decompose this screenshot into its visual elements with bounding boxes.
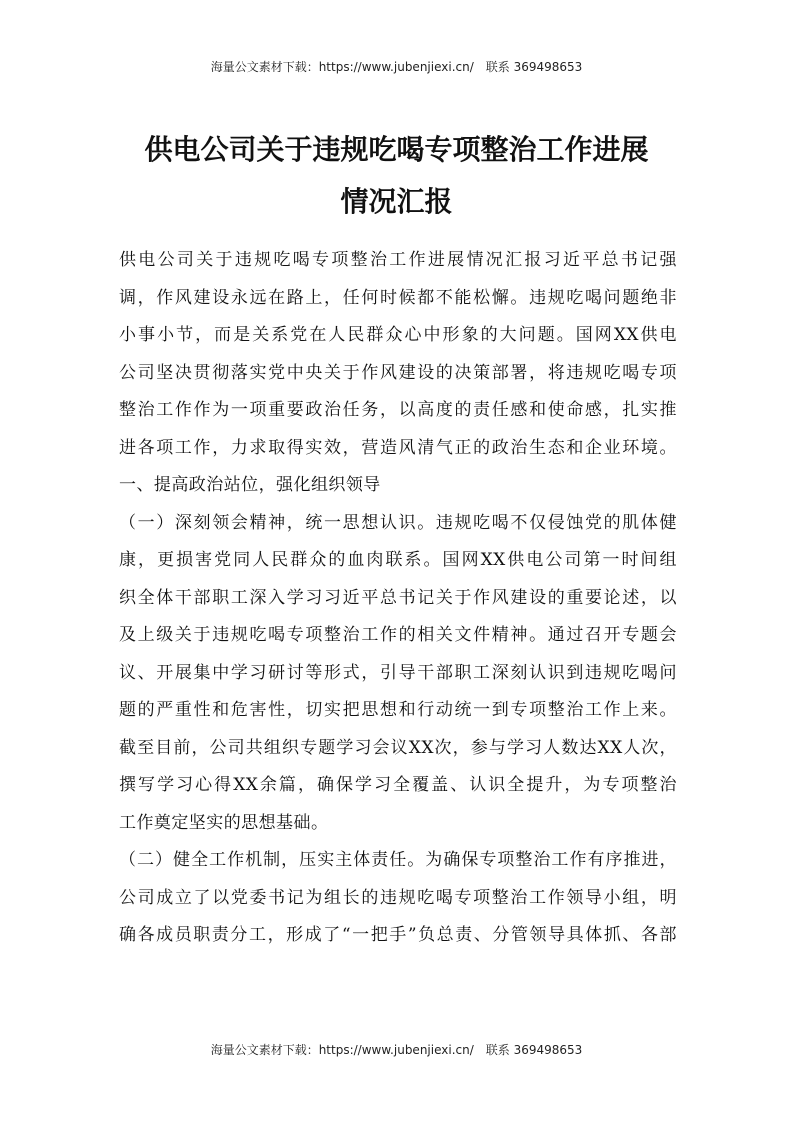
title-line-2: 情况汇报 — [340, 185, 453, 218]
header-contact-text: 联系 369498653 — [485, 60, 583, 74]
page-footer — [0, 1041, 793, 1058]
body-line: 及上级关于违规吃喝专项整治工作的相关文件精神。通过召开专题会 — [119, 625, 677, 645]
body-line: 小事小节，而是关系党在人民群众心中形象的大问题。国网XX供电 — [119, 325, 677, 345]
body-line: 公司坚决贯彻落实党中央关于作风建设的决策部署，将违规吃喝专项 — [119, 362, 677, 383]
body-line: 整治工作作为一项重要政治任务，以高度的责任感和使命感，扎实推 — [119, 400, 677, 420]
footer-download-text: 海量公文素材下载：https://www.jubenjiexi.cn/ — [210, 1043, 474, 1057]
body-line: 公司成立了以党委书记为组长的违规吃喝专项整治工作领导小组，明 — [119, 887, 677, 908]
body-line: 议、开展集中学习研讨等形式，引导干部职工深刻认识到违规吃喝问 — [119, 662, 677, 683]
body-line: 确各成员职责分工，形成了“一把手”负总责、分管领导具体抓、各部 — [119, 925, 677, 945]
body-line: 康，更损害党同人民群众的血肉联系。国网XX供电公司第一时间组 — [119, 550, 677, 570]
document-title — [100, 124, 693, 228]
title-line-1: 供电公司关于违规吃喝专项整治工作进展 — [144, 133, 649, 166]
body-line: 截至目前，公司共组织专题学习会议XX次，参与学习人数达XX人次， — [119, 737, 677, 758]
body-line: （二）健全工作机制，压实主体责任。为确保专项整治工作有序推进， — [119, 850, 677, 870]
body-line: 题的严重性和危害性，切实把思想和行动统一到专项整治工作上来。 — [119, 700, 677, 720]
body-line: 工作奠定坚实的思想基础。 — [119, 812, 329, 833]
document-body — [119, 242, 677, 955]
body-line: 供电公司关于违规吃喝专项整治工作进展情况汇报习近平总书记强 — [119, 250, 677, 270]
section-heading: 一、提高政治站位，强化组织领导 — [119, 475, 381, 495]
footer-contact-text: 联系 369498653 — [485, 1043, 583, 1057]
header-download-text: 海量公文素材下载：https://www.jubenjiexi.cn/ — [210, 60, 474, 74]
page-header — [0, 58, 793, 75]
body-line: 调，作风建设永远在路上，任何时候都不能松懈。违规吃喝问题绝非 — [119, 287, 677, 308]
body-line: 进各项工作，力求取得实效，营造风清气正的政治生态和企业环境。 — [119, 437, 677, 458]
body-line: 撰写学习心得XX余篇，确保学习全覆盖、认识全提升，为专项整治 — [119, 775, 677, 795]
body-line: （一）深刻领会精神，统一思想认识。违规吃喝不仅侵蚀党的肌体健 — [119, 512, 677, 533]
body-line: 织全体干部职工深入学习习近平总书记关于作风建设的重要论述，以 — [119, 587, 677, 608]
